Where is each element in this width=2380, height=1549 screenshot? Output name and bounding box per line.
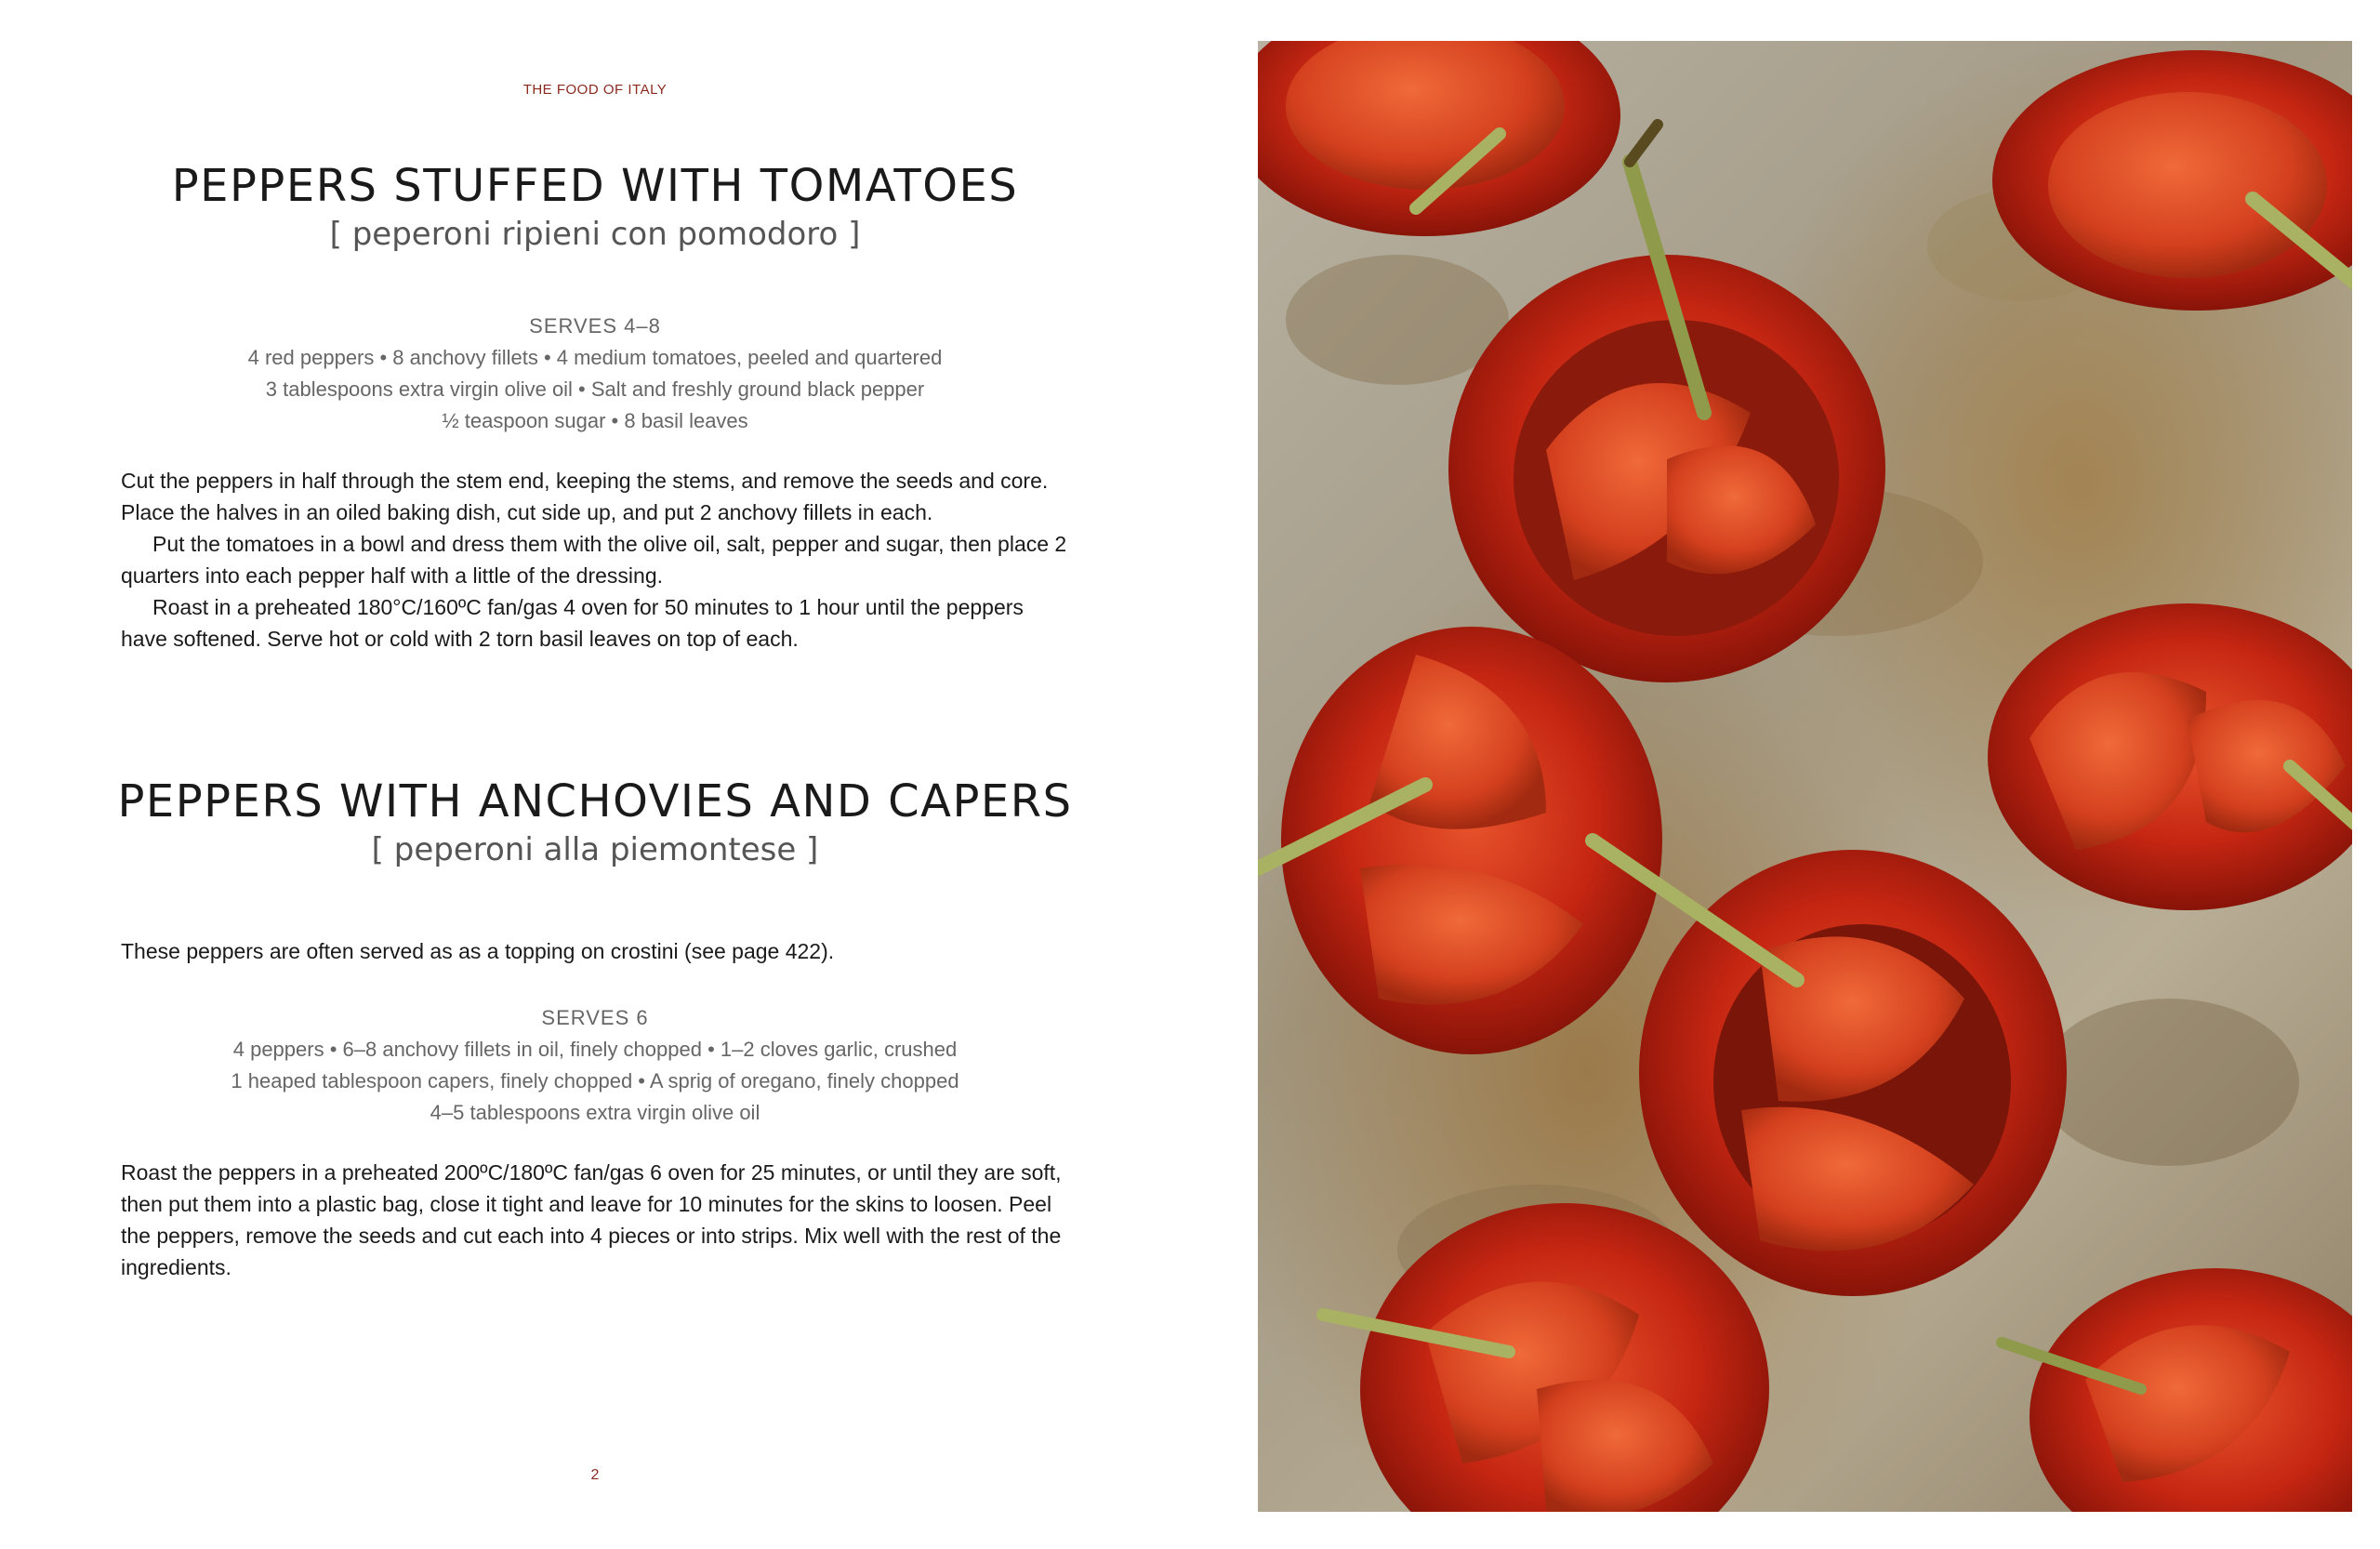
recipe1-subtitle: [ peperoni ripieni con pomodoro ] — [329, 216, 861, 253]
recipe1-method-paragraph: Put the tomatoes in a bowl and dress them with the olive oil, salt, pepper and sugar, then place 2 quarters into each pepper half with a little of the dressing. — [121, 532, 1067, 588]
roasted-peppers-photo — [1258, 41, 2352, 1512]
pepper — [2002, 1268, 2352, 1512]
recipe2-intro: These peppers are often served as as a topping on crostini (see page 422). — [121, 939, 835, 963]
recipe2-method-paragraph: Roast the peppers in a preheated 200ºC/180ºC fan/gas 6 oven for 25 minutes, or until they are soft, then put them into a plastic bag, close it tight and leave for 10 minutes for the skins to loosen. Peel the peppers, remove the seeds and cut each into 4 pieces or into strips. Mix well with the rest of the ingredients. — [121, 1160, 1062, 1279]
pepper — [1988, 603, 2352, 910]
photo-illustration — [1258, 41, 2352, 1512]
recipe1-ingredient-line: ½ teaspoon sugar • 8 basil leaves — [442, 409, 748, 432]
recipe2-title: PEPPERS WITH ANCHOVIES AND CAPERS — [117, 775, 1073, 827]
recipe2-ingredient-line: 1 heaped tablespoon capers, finely chopped • A sprig of oregano, finely chopped — [231, 1069, 959, 1092]
recipe2-ingredient-line: 4–5 tablespoons extra virgin olive oil — [430, 1101, 760, 1124]
running-head: THE FOOD OF ITALY — [522, 82, 668, 98]
recipe1-title: PEPPERS STUFFED WITH TOMATOES — [171, 160, 1019, 212]
recipe1-ingredient-line: 3 tablespoons extra virgin olive oil • Salt and freshly ground black pepper — [265, 377, 925, 401]
page-number: 2 — [590, 1467, 600, 1483]
recipe1-method-paragraph: Cut the peppers in half through the stem end, keeping the stems, and remove the seeds and core. Place the halves in an oiled baking dish, cut side up, and put 2 anchovy fillets in each. — [121, 469, 1049, 524]
pepper — [1258, 41, 1620, 236]
recipe2-ingredient-line: 4 peppers • 6–8 anchovy fillets in oil, finely chopped • 1–2 cloves garlic, crushed — [232, 1038, 958, 1061]
recipe1-method-paragraph: Roast in a preheated 180°C/160ºC fan/gas 4 oven for 50 minutes to 1 hour until the peppers have softened. Serve hot or cold with 2 torn basil leaves on top of each. — [121, 595, 1024, 651]
recipe2-subtitle: [ peperoni alla piemontese ] — [371, 831, 819, 868]
recipe2-serves-block — [0, 1002, 1190, 1129]
recipe2-method — [121, 1157, 1069, 1283]
recipe1-ingredient-line: 4 red peppers • 8 anchovy fillets • 4 medium tomatoes, peeled and quartered — [247, 346, 943, 369]
recipe1-method — [121, 465, 1069, 655]
recipe1-serves: SERVES 4–8 — [529, 314, 661, 338]
pepper — [1323, 1203, 1769, 1512]
recipe1-serves-block — [0, 311, 1190, 437]
recipe2-serves: SERVES 6 — [541, 1006, 649, 1029]
